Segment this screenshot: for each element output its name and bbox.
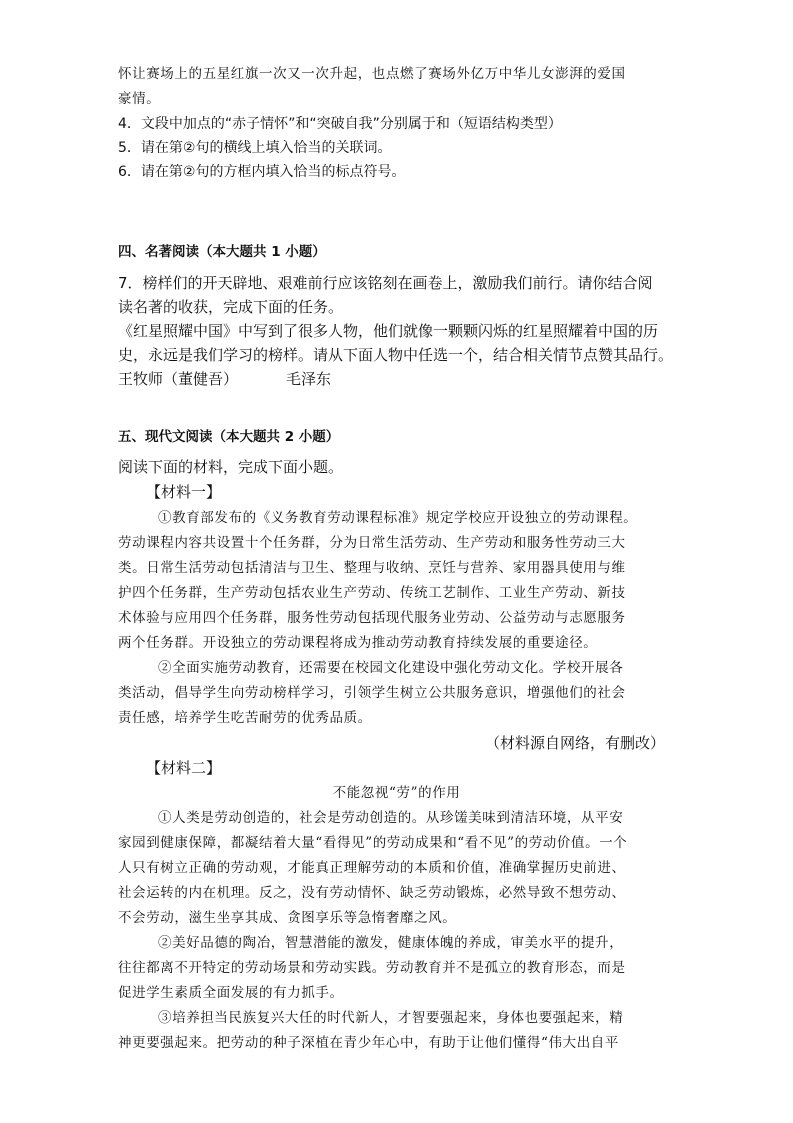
material-2-p2-line-3: 促进学生素质全面发展的有力抓手。 (118, 985, 344, 1001)
person-option-2: 毛泽东 (286, 370, 332, 388)
material-1-p1-line-6: 两个任务群。开设独立的劳动课程将成为推动劳动教育持续发展的重要途径。 (118, 635, 598, 651)
question-7-line-1: 7．榜样们的开天辟地、艰难前行应该铭刻在画卷上，激励我们前行。请你结合阅 (118, 274, 653, 292)
material-2-p1-line-3: 人只有树立正确的劳动观，才能真正理解劳动的本质和价值，准确掌握历史前进、 (118, 860, 626, 876)
section-4-heading: 四、名著阅读（本大题共 1 小题） (118, 244, 326, 260)
material-2-p3-line-2: 神更要强起来。把劳动的种子深植在青少年心中，有助于让他们懂得“伟大出自平 (118, 1035, 620, 1051)
material-1-p1-line-5: 术体验与应用四个任务群，服务性劳动包括现代服务业劳动、公益劳动与志愿服务 (118, 610, 626, 626)
question-6: 6．请在第②句的方框内填入恰当的标点符号。 (118, 164, 406, 180)
person-option-1: 王牧师（董健吾） (118, 370, 239, 388)
section-5-heading: 五、现代文阅读（本大题共 2 小题） (118, 429, 340, 445)
material-1-p1-line-2: 劳动课程内容共设置十个任务群，分为日常生活劳动、生产劳动和服务性劳动三大 (118, 535, 626, 551)
prev-passage-line-2: 豪情。 (118, 91, 161, 107)
material-2-title: 不能忽视“劳”的作用 (332, 785, 461, 801)
material-2-p1-line-5: 不会劳动，滋生坐享其成、贪图享乐等急惰奢靡之风。 (118, 910, 457, 926)
question-4: 4．文段中加点的“赤子情怀”和“突破自我”分别属于和（短语结构类型） (118, 116, 562, 132)
material-2-p3-line-1: ③培养担当民族复兴大任的时代新人，才智要强起来，身体也要强起来，精 (158, 1010, 624, 1026)
material-1-p2-line-3: 责任感，培养学生吃苦耐劳的优秀品质。 (118, 710, 372, 726)
material-1-p2-line-2: 类活动，倡导学生向劳动榜样学习，引领学生树立公共服务意识，增强他们的社会 (118, 685, 626, 701)
material-2-p1-line-1: ①人类是劳动创造的，社会是劳动创造的。从珍馐美味到清洁环境，从平安 (158, 810, 624, 826)
material-1-label: 【材料一】 (146, 483, 222, 501)
section-5-intro: 阅读下面的材料，完成下面小题。 (118, 458, 344, 476)
question-5: 5．请在第②句的横线上填入恰当的关联词。 (118, 140, 392, 156)
material-2-label: 【材料二】 (146, 759, 222, 777)
material-2-p1-line-4: 社会运转的内在机理。反之，没有劳动情怀、缺乏劳动锻炼，必然导致不想劳动、 (118, 885, 626, 901)
material-1-source: （材料源自网络，有删改） (484, 734, 665, 752)
material-1-p1-line-4: 护四个任务群，生产劳动包括农业生产劳动、传统工艺制作、工业生产劳动、新技 (118, 585, 626, 601)
material-1-p2-line-1: ②全面实施劳动教育，还需要在校园文化建设中强化劳动文化。学校开展各 (158, 660, 624, 676)
material-2-p1-line-2: 家园到健康保障，都凝结着大量“看得见”的劳动成果和“看不见”的劳动价值。一个 (118, 835, 628, 851)
question-7-line-2: 读名著的收获，完成下面的任务。 (118, 298, 344, 316)
material-2-p2-line-1: ②美好品德的陶冶，智慧潜能的激发，健康体魄的养成，审美水平的提升， (158, 935, 624, 951)
question-7-line-4: 史，永远是我们学习的榜样。请从下面人物中任选一个，结合相关情节点赞其品行。 (118, 346, 674, 364)
material-2-p2-line-2: 往往都离不开特定的劳动场景和劳动实践。劳动教育并不是孤立的教育形态，而是 (118, 960, 626, 976)
material-1-p1-line-3: 类。日常生活劳动包括清洁与卫生、整理与收纳、烹饪与营养、家用器具使用与维 (118, 560, 626, 576)
material-1-p1-line-1: ①教育部发布的《义务教育劳动课程标准》规定学校应开设独立的劳动课程。 (158, 510, 638, 526)
question-7-line-3: 《红星照耀中国》中写到了很多人物，他们就像一颗颗闪烁的红星照耀着中国的历 (118, 322, 659, 340)
prev-passage-line-1: 怀让赛场上的五星红旗一次又一次升起，也点燃了赛场外亿万中华儿女澎湃的爱国 (118, 66, 626, 82)
